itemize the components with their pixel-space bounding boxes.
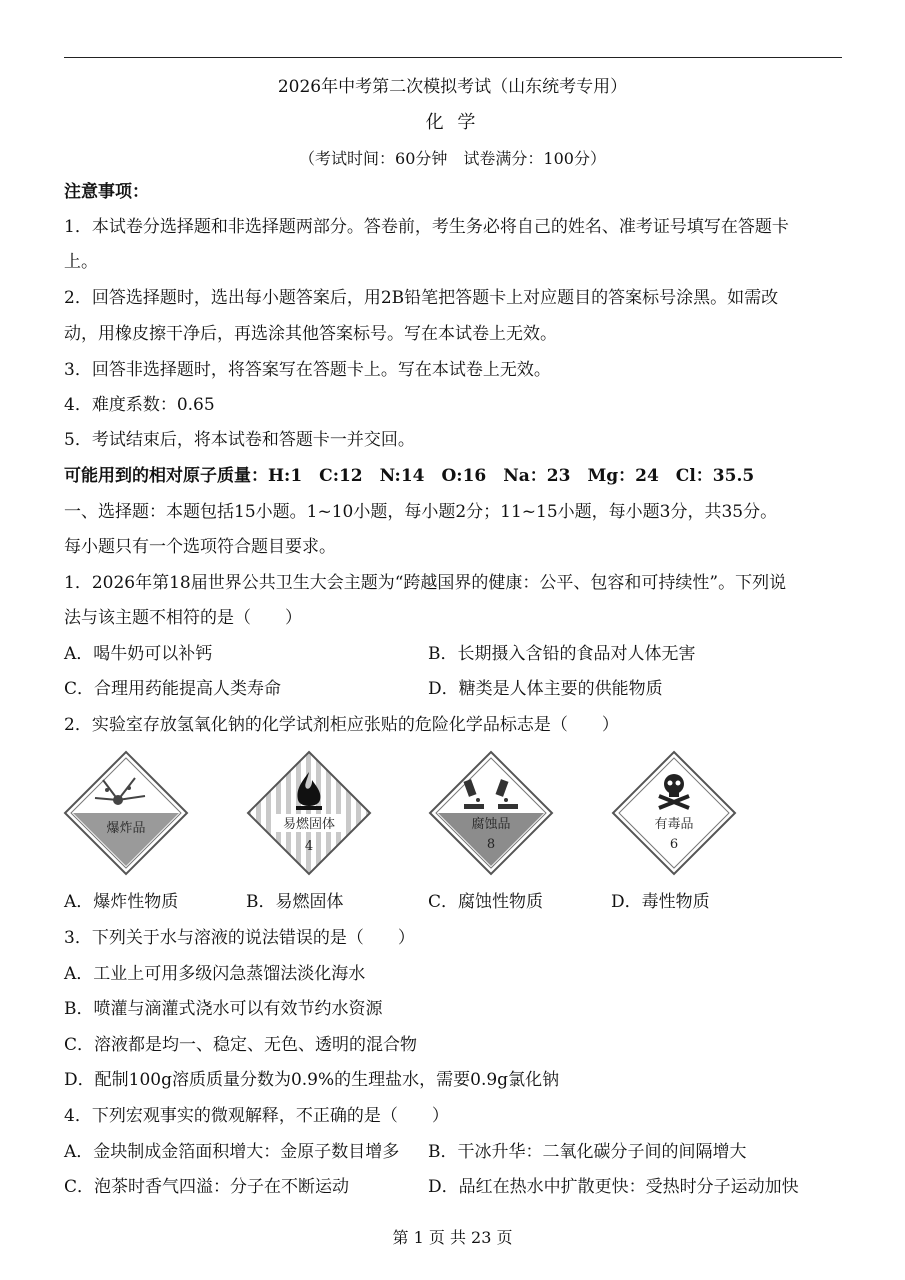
q2-option-c: C．腐蚀性物质 [428, 892, 544, 912]
sign-label: 腐蚀品 [471, 817, 511, 832]
question-3-stem: 3．下列关于水与溶液的说法错误的是（ ） [64, 928, 415, 948]
section-instructions: 一、选择题：本题包括15小题。1~10小题，每小题2分；11~15小题，每小题3分，共35分。 [64, 502, 778, 522]
notice-item: 1．本试卷分选择题和非选择题两部分。答卷前，考生务必将自己的姓名、准考证号填写在答题卡 [64, 217, 789, 237]
notice-heading: 注意事项： [64, 182, 149, 202]
q3-option-d: D．配制100g溶质质量分数为0.9%的生理盐水，需要0.9g氯化钠 [64, 1070, 560, 1090]
notice-item: 上。 [64, 252, 98, 272]
explosive-sign [63, 750, 189, 876]
q1-option-c: C．合理用药能提高人类寿命 [64, 679, 282, 699]
q4-option-d: D．品红在热水中扩散更快：受热时分子运动加快 [428, 1177, 799, 1197]
q1-option-d: D．糖类是人体主要的供能物质 [428, 679, 663, 699]
q2-option-d: D．毒性物质 [611, 892, 710, 912]
question-1-stem: 1．2026年第18届世界公共卫生大会主题为“跨越国界的健康：公平、包容和可持续性”。下列说 [64, 573, 787, 593]
sign-number: 6 [669, 837, 679, 852]
notice-item: 4．难度系数：0.65 [64, 395, 215, 415]
notice-item: 2．回答选择题时，选出每小题答案后，用2B铅笔把答题卡上对应题目的答案标号涂黑。如需改 [64, 288, 779, 308]
atomic-masses: 可能用到的相对原子质量：H:1 C:12 N:14 O:16 Na：23 Mg：24 Cl：35.5 [64, 466, 755, 486]
exam-info: （考试时间：60分钟 试卷满分：100分） [299, 149, 606, 168]
q3-option-b: B．喷灌与滴灌式浇水可以有效节约水资源 [64, 999, 383, 1019]
flammable-solid-sign [246, 750, 372, 876]
top-rule [64, 57, 842, 58]
notice-item: 动，用橡皮擦干净后，再选涂其他答案标号。写在本试卷上无效。 [64, 324, 557, 344]
page-number: 第 1 页 共 23 页 [392, 1228, 513, 1247]
sign-label: 易燃固体 [282, 817, 336, 832]
q1-option-b: B．长期摄入含铅的食品对人体无害 [428, 644, 696, 664]
corrosive-sign [428, 750, 554, 876]
section-instructions: 每小题只有一个选项符合题目要求。 [64, 537, 336, 557]
sign-label: 有毒品 [654, 817, 694, 832]
q4-option-c: C．泡茶时香气四溢：分子在不断运动 [64, 1177, 350, 1197]
q2-option-a: A．爆炸性物质 [64, 892, 179, 912]
q3-option-a: A．工业上可用多级闪急蒸馏法淡化海水 [64, 964, 366, 984]
q4-option-a: A．金块制成金箔面积增大：金原子数目增多 [64, 1142, 400, 1162]
question-4-stem: 4．下列宏观事实的微观解释，不正确的是（ ） [64, 1106, 449, 1126]
sign-number: 8 [486, 837, 496, 852]
q4-option-b: B．干冰升华：二氧化碳分子间的间隔增大 [428, 1142, 747, 1162]
toxic-sign [611, 750, 737, 876]
sign-label: 爆炸品 [106, 821, 146, 836]
sign-number: 4 [304, 839, 314, 854]
exam-title: 2026年中考第二次模拟考试（山东统考专用） [277, 77, 628, 97]
subject-title: 化 学 [425, 112, 480, 133]
q1-option-a: A．喝牛奶可以补钙 [64, 644, 213, 664]
question-1-stem: 法与该主题不相符的是（ ） [64, 608, 302, 628]
q3-option-c: C．溶液都是均一、稳定、无色、透明的混合物 [64, 1035, 418, 1055]
q2-option-b: B．易燃固体 [246, 892, 344, 912]
notice-item: 5．考试结束后，将本试卷和答题卡一并交回。 [64, 430, 415, 450]
notice-item: 3．回答非选择题时，将答案写在答题卡上。写在本试卷上无效。 [64, 360, 551, 380]
question-2-stem: 2．实验室存放氢氧化钠的化学试剂柜应张贴的危险化学品标志是（ ） [64, 715, 619, 735]
